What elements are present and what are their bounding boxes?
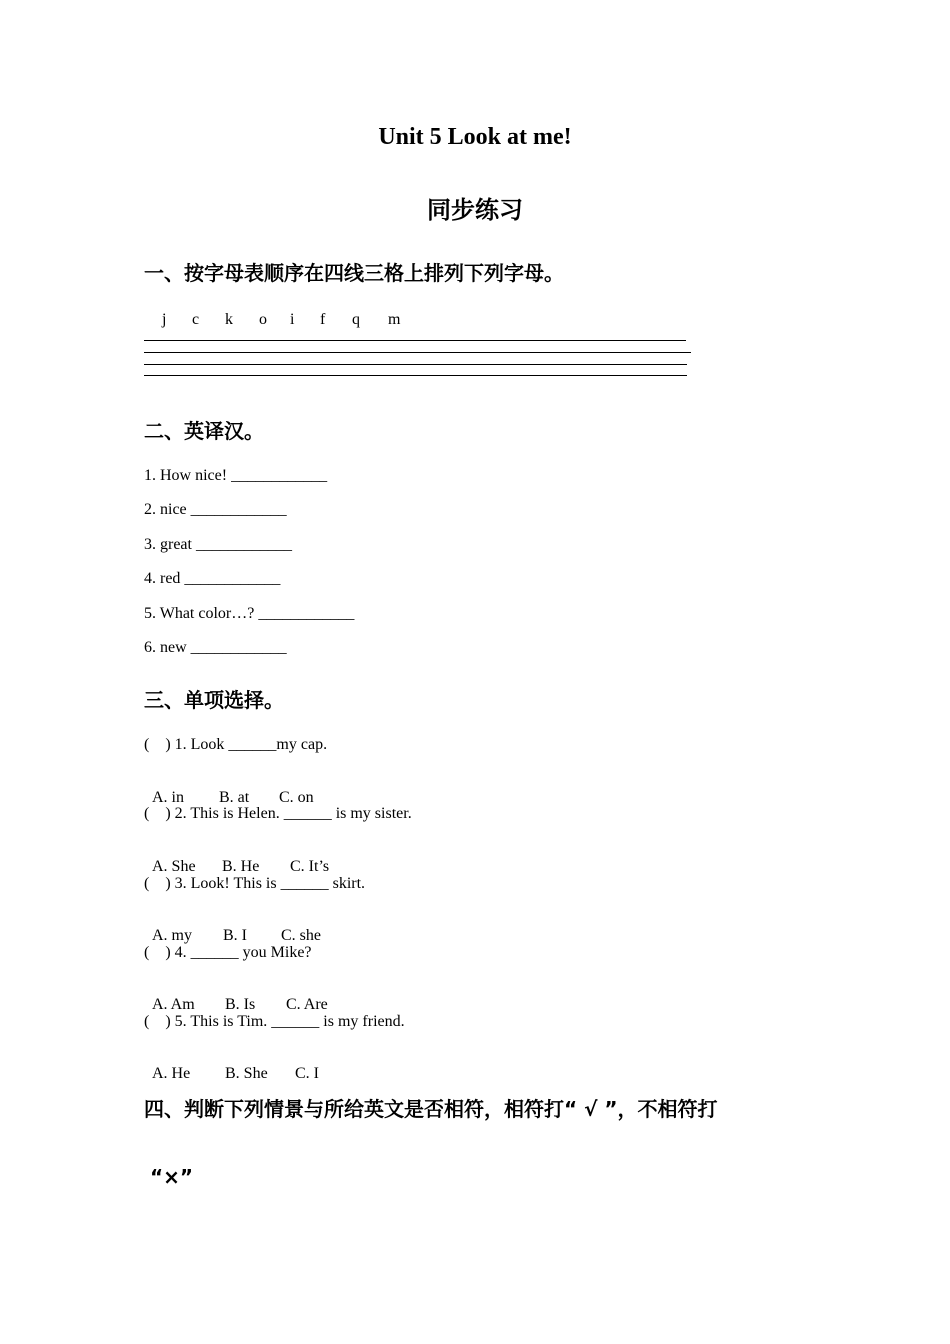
letter: f <box>320 311 326 328</box>
letter: c <box>192 311 200 328</box>
section3-heading: 三、单项选择。 <box>144 688 284 712</box>
translation-item: 2. nice ____________ <box>144 501 287 518</box>
translation-item: 1. How nice! ____________ <box>144 467 328 484</box>
four-line-grid-line-4 <box>144 375 687 376</box>
choices-row <box>144 1047 319 1083</box>
letter: k <box>225 311 233 328</box>
choice: C. It’s <box>290 858 330 875</box>
choice: B. at <box>219 789 250 806</box>
choice: B. He <box>222 858 260 875</box>
choices-row <box>144 771 314 807</box>
choice: A. in <box>152 789 184 806</box>
choices-row <box>144 840 329 876</box>
choice: C. Are <box>286 996 328 1013</box>
choices-row <box>144 909 321 945</box>
letter: i <box>290 311 295 328</box>
section2-heading: 二、英译汉。 <box>144 419 264 443</box>
choice: A. She <box>152 858 196 875</box>
choice: B. She <box>225 1065 268 1082</box>
choices-row <box>144 978 328 1014</box>
letter: q <box>352 311 360 328</box>
choice: C. I <box>295 1065 319 1082</box>
choice: A. my <box>152 927 192 944</box>
choice: C. she <box>281 927 321 944</box>
document-title: Unit 5 Look at me! <box>378 124 572 150</box>
translation-item: 3. great ____________ <box>144 536 292 553</box>
choice: B. I <box>223 927 247 944</box>
letter: j <box>162 311 167 328</box>
four-line-grid-line-1 <box>144 340 686 341</box>
section4-heading-continued: “×” <box>150 1165 194 1189</box>
question: ( ) 3. Look! This is ______ skirt. <box>144 875 366 892</box>
letter: o <box>259 311 267 328</box>
letter: m <box>388 311 401 328</box>
choice: A. Am <box>152 996 195 1013</box>
translation-item: 6. new ____________ <box>144 639 287 656</box>
choice: A. He <box>152 1065 191 1082</box>
question: ( ) 2. This is Helen. ______ is my sister. <box>144 805 412 822</box>
four-line-grid-line-3 <box>144 364 687 365</box>
document-subtitle: 同步练习 <box>427 196 523 224</box>
choice: C. on <box>279 789 314 806</box>
section1-heading: 一、按字母表顺序在四线三格上排列下列字母。 <box>144 261 564 285</box>
letter-list <box>162 311 408 329</box>
translation-item: 5. What color…? ____________ <box>144 605 355 622</box>
question: ( ) 4. ______ you Mike? <box>144 944 312 961</box>
question: ( ) 1. Look ______my cap. <box>144 736 328 753</box>
translation-item: 4. red ____________ <box>144 570 281 587</box>
question: ( ) 5. This is Tim. ______ is my friend. <box>144 1013 405 1030</box>
section4-heading: 四、判断下列情景与所给英文是否相符，相符打“ √ ”，不相符打 <box>144 1097 718 1121</box>
choice: B. Is <box>225 996 256 1013</box>
four-line-grid-line-2 <box>144 352 691 353</box>
